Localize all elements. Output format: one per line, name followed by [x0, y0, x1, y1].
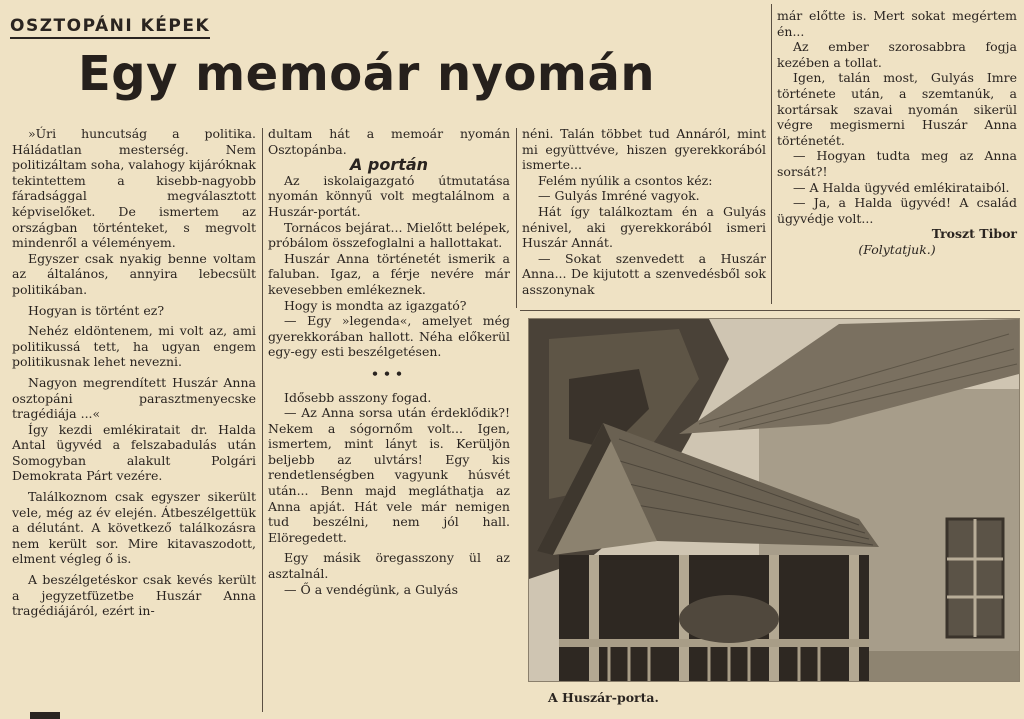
paragraph: »Úri huncutság a politika. Háládatlan mesterség. Nem politizáltam soha, valahogy kijáróknak tekintettem a kisebb-nagyobb fáradsággal megválasztott képviselőket. De ismertem az országban történteket, s megvolt mindenről a véleményem.	[12, 126, 256, 251]
paragraph: Hát így találkoztam én a Gulyás nénivel, aki gyerekkorából ismeri Huszár Annát.	[522, 203, 766, 251]
photo-top-rule	[520, 310, 1020, 311]
author-signature: Troszt Tibor	[931, 226, 1017, 242]
paragraph: Találkoznom csak egyszer sikerült vele, még az év elején. Átbeszélgettük a délutánt. A következő találkozásra nem került sor. Mire kitavaszodott, elment végleg ő is.	[12, 489, 256, 567]
paragraph: Az iskolaigazgató útmutatása nyomán könnyű volt megtalálnom a Huszár-portát.	[268, 172, 510, 219]
paragraph: — Egy »legenda«, amelyet még gyerekkorában hallott. Néha előkerül egy-egy esti beszélgetésen.	[268, 313, 510, 360]
photo-caption: A Huszár-porta.	[548, 690, 659, 705]
paragraph: Idősebb asszony fogad.	[284, 389, 432, 405]
paragraph: néni. Talán többet tud Annáról, mint mi együttvéve, hiszen gyerekkorából ismerte...	[522, 126, 766, 173]
paragraph: Felém nyúlik a csontos kéz:	[538, 172, 713, 188]
section-divider: •••	[371, 365, 407, 381]
paragraph: — Gulyás Imréné vagyok.	[538, 188, 700, 204]
paragraph: A beszélgetéskor csak kevés került a jegyzetfüzetbe Huszár Anna tragédiájáról, ezért in-	[12, 572, 256, 619]
paragraph: — Hogyan tudta meg az Anna sorsát?!	[777, 148, 1017, 179]
paragraph: Nehéz eldöntenem, mi volt az, ami politikussá tett, ha ugyan engem politikusnak lehet nevezni.	[12, 323, 256, 370]
page-corner-mark	[30, 712, 60, 719]
paragraph: Igen, talán most, Gulyás Imre története után, a szemtanúk, a kortársak szavai nyomán sikerül végre megismerni Huszár Anna történetét.	[777, 70, 1017, 148]
column-3	[522, 126, 766, 298]
column-rule	[771, 4, 772, 304]
paragraph: — Az Anna sorsa után érdeklődik?! Nekem a sógornőm volt... Igen, ismertem, mint lányt is. Kerüljön beljebb az ulvtárs! Egy kis rendetlenségben vagyunk húsvét után... Benn majd megláthatja az Anna apját. Hát vele már nemigen tud beszélni, nem jól hall. Elöregedett.	[268, 405, 510, 545]
paragraph: dultam hát a memoár nyomán Osztopánba.	[268, 126, 510, 157]
paragraph: — Ja, a Halda ügyvéd! A család ügyvédje volt...	[777, 195, 1017, 226]
house-photo-illustration	[529, 319, 1019, 681]
continued-note: (Folytatjuk.)	[858, 241, 936, 257]
paragraph: Így kezdi emlékiratait dr. Halda Antal ügyvéd a felszabadulás után Somogyban alakult Polgári Demokrata Párt vezére.	[12, 421, 256, 484]
column-rule	[516, 128, 517, 308]
paragraph: Egyszer csak nyakig benne voltam az általános, annyira lebecsült politikában.	[12, 250, 256, 297]
column-1	[12, 126, 256, 619]
column-2	[268, 126, 510, 597]
paragraph: — A Halda ügyvéd emlékirataiból.	[793, 179, 1010, 195]
paragraph: Nagyon megrendített Huszár Anna osztopáni parasztmenyecske tragédiája ...«	[12, 374, 256, 422]
column-4	[777, 8, 1017, 258]
paragraph: már előtte is. Mert sokat megértem én...	[777, 8, 1017, 39]
paragraph: Hogy is mondta az igazgató?	[284, 297, 467, 313]
paragraph: Huszár Anna történetét ismerik a faluban. Igaz, a férje nevére már kevesebben emlékeznek.	[268, 250, 510, 297]
paragraph: — Ő a vendégünk, a Gulyás	[284, 581, 459, 597]
house-photo	[528, 318, 1020, 682]
paragraph: Az ember szorosabbra fogja kezében a tollat.	[777, 39, 1017, 70]
headline: Egy memoár nyomán	[78, 46, 655, 102]
column-rule	[262, 128, 263, 712]
section-kicker: OSZTOPÁNI KÉPEK	[10, 16, 210, 39]
paragraph: Egy másik öregasszony ül az asztalnál.	[268, 550, 510, 582]
subheading: A portán	[349, 155, 429, 175]
paragraph: Tornácos bejárat... Mielőtt belépek, próbálom összefoglalni a hallottakat.	[268, 219, 510, 251]
paragraph: — Sokat szenvedett a Huszár Anna... De kijutott a szenvedésből sok asszonynak	[522, 250, 766, 297]
paragraph: Hogyan is történt ez?	[28, 302, 165, 318]
